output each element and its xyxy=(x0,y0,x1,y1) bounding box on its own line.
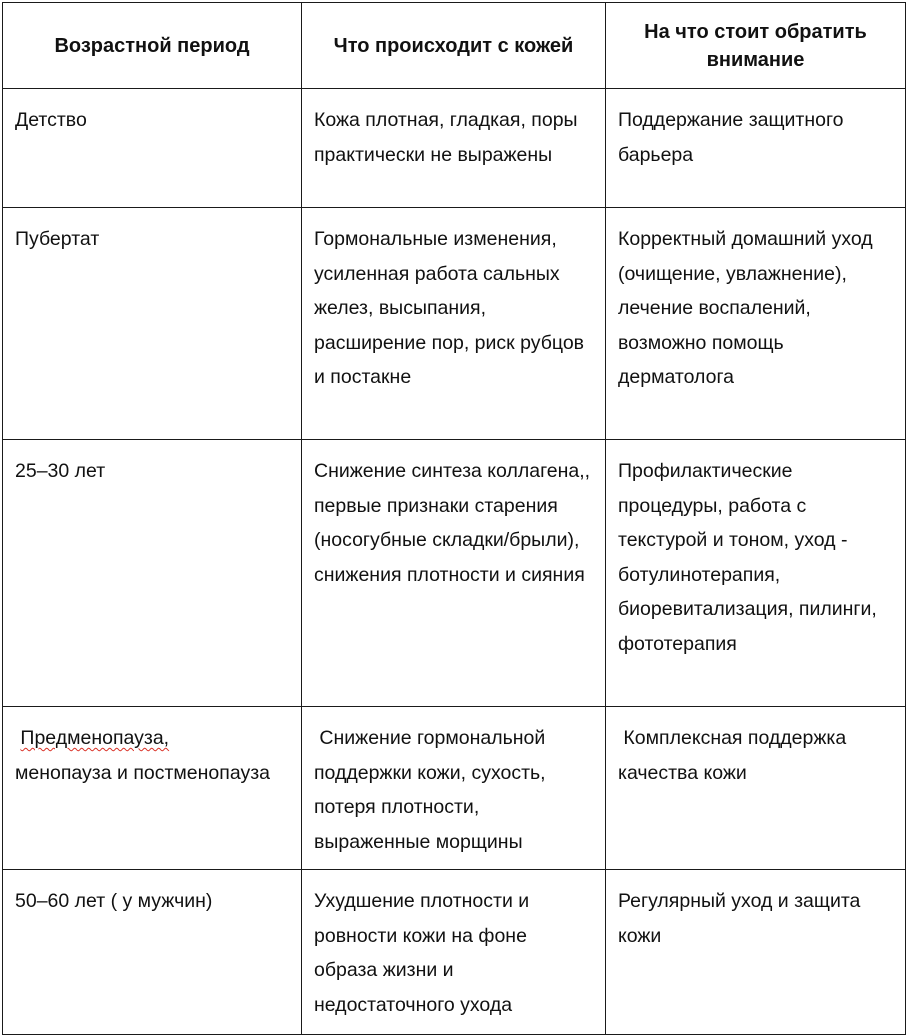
table-row xyxy=(3,440,906,707)
header-age-period: Возрастной период xyxy=(3,3,302,89)
cell-focus: Регулярный уход и защита кожи xyxy=(606,870,906,1035)
cell-period xyxy=(3,707,302,870)
cell-changes: Снижение синтеза коллагена,, первые признаки старения (носогубные складки/брыли), снижения плотности и сияния xyxy=(302,440,606,707)
skin-age-table xyxy=(2,2,906,1035)
cell-changes: Ухудшение плотности и ровности кожи на фоне образа жизни и недостаточного ухода xyxy=(302,870,606,1035)
spellcheck-flagged-word[interactable]: Предменопауза, xyxy=(20,727,170,749)
cell-focus: Корректный домашний уход (очищение, увлажнение), лечение воспалений, возможно помощь дерматолога xyxy=(606,208,906,440)
cell-focus: Поддержание защитного барьера xyxy=(606,89,906,208)
cell-changes-text: Снижение гормональной поддержки кожи, сухость, потеря плотности, выраженные морщины xyxy=(314,727,546,853)
header-attention-focus: На что стоит обратить внимание xyxy=(606,3,906,89)
table-row xyxy=(3,870,906,1035)
table-header-row xyxy=(3,3,906,89)
cell-changes: Гормональные изменения, усиленная работа сальных желез, высыпания, расширение пор, риск рубцов и постакне xyxy=(302,208,606,440)
table-row xyxy=(3,707,906,870)
cell-period: Пубертат xyxy=(3,208,302,440)
table-row xyxy=(3,208,906,440)
cell-period-rest: менопауза и постменопауза xyxy=(15,761,270,784)
cell-changes xyxy=(302,707,606,870)
cell-period: 25–30 лет xyxy=(3,440,302,707)
cell-focus: Профилактические процедуры, работа с текстурой и тоном, уход - ботулинотерапия, биоревитализация, пилинги, фототерапия xyxy=(606,440,906,707)
cell-focus xyxy=(606,707,906,870)
skin-age-table-container xyxy=(2,2,905,1035)
cell-period: 50–60 лет ( у мужчин) xyxy=(3,870,302,1035)
header-skin-changes: Что происходит с кожей xyxy=(302,3,606,89)
cell-period: Детство xyxy=(3,89,302,208)
cell-focus-text: Комплексная поддержка качества кожи xyxy=(618,727,847,784)
table-row xyxy=(3,89,906,208)
cell-changes: Кожа плотная, гладкая, поры практически не выражены xyxy=(302,89,606,208)
